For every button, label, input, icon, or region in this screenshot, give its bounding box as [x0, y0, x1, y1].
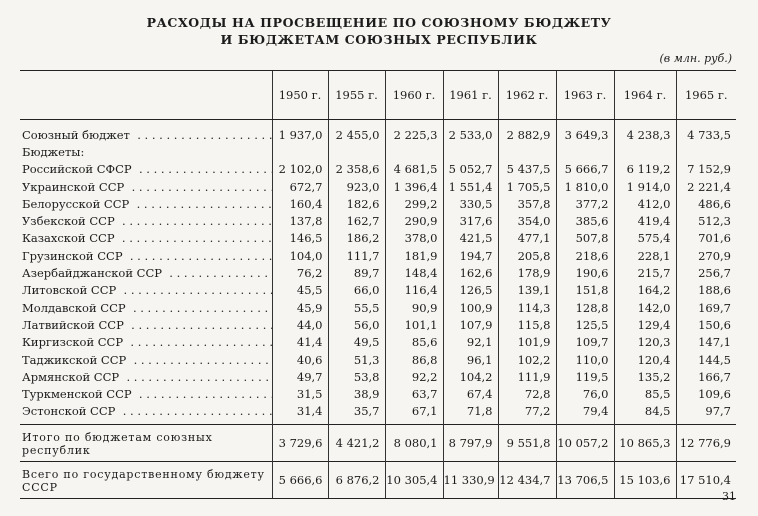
cell: 162,6 [443, 264, 498, 281]
cell: 357,8 [498, 195, 556, 212]
row-label: Литовской ССР . . . [20, 282, 272, 299]
cell: 290,9 [385, 212, 443, 229]
cell: 35,7 [328, 403, 385, 420]
cell: 1 551,4 [443, 178, 498, 195]
cell: 190,6 [556, 264, 614, 281]
cell: 188,6 [676, 282, 736, 299]
row-label: Киргизской ССР . . . [20, 334, 272, 351]
row-label: Российской СФСР . . . [20, 161, 272, 178]
cell: 2 882,9 [498, 126, 556, 143]
republic-row [20, 316, 736, 333]
cell: 672,7 [272, 178, 328, 195]
row-label: Узбекской ССР . . . [20, 212, 272, 229]
cell: 109,7 [556, 334, 614, 351]
cell: 67,4 [443, 385, 498, 402]
republic-row [20, 212, 736, 229]
cell: 317,6 [443, 212, 498, 229]
cell: 41,4 [272, 334, 328, 351]
cell: 507,8 [556, 230, 614, 247]
cell: 330,5 [443, 195, 498, 212]
cell: 111,9 [498, 368, 556, 385]
page-number: 31 [722, 490, 736, 503]
republic-row [20, 334, 736, 351]
cell: 2 533,0 [443, 126, 498, 143]
cell: 125,5 [556, 316, 614, 333]
cell: 111,7 [328, 247, 385, 264]
republic-row [20, 351, 736, 368]
cell: 3 649,3 [556, 126, 614, 143]
budgets-subheading: Бюджеты: [22, 144, 85, 159]
cell: 8 797,9 [443, 425, 498, 462]
row-label: Азербайджанской ССР . . . [20, 264, 272, 281]
cell: 2 455,0 [328, 126, 385, 143]
title-line-1: РАСХОДЫ НА ПРОСВЕЩЕНИЕ ПО СОЮЗНОМУ БЮДЖЕТУ [146, 15, 612, 30]
cell: 486,6 [676, 195, 736, 212]
cell: 166,7 [676, 368, 736, 385]
total-republics-row [20, 425, 736, 462]
cell: 701,6 [676, 230, 736, 247]
cell: 11 330,9 [443, 462, 498, 499]
cell: 7 152,9 [676, 161, 736, 178]
cell: 17 510,4 [676, 462, 736, 499]
cell: 31,4 [272, 403, 328, 420]
row-label: Союзный бюджет . . . [20, 126, 272, 143]
cell: 55,5 [328, 299, 385, 316]
cell: 151,8 [556, 282, 614, 299]
cell: 137,8 [272, 212, 328, 229]
cell: 79,4 [556, 403, 614, 420]
cell: 116,4 [385, 282, 443, 299]
cell: 377,2 [556, 195, 614, 212]
republic-row [20, 368, 736, 385]
cell: 31,5 [272, 385, 328, 402]
cell: 104,0 [272, 247, 328, 264]
cell: 72,8 [498, 385, 556, 402]
cell: 354,0 [498, 212, 556, 229]
row-label: Грузинской ССР . . . [20, 247, 272, 264]
cell: 12 776,9 [676, 425, 736, 462]
cell: 96,1 [443, 351, 498, 368]
cell: 5 666,7 [556, 161, 614, 178]
cell: 92,2 [385, 368, 443, 385]
cell: 4 421,2 [328, 425, 385, 462]
cell: 512,3 [676, 212, 736, 229]
title-line-2: И БЮДЖЕТАМ СОЮЗНЫХ РЕСПУБЛИК [220, 32, 538, 47]
column-header: 1964 г. [614, 71, 676, 120]
republic-row [20, 403, 736, 420]
cell: 150,6 [676, 316, 736, 333]
cell: 139,1 [498, 282, 556, 299]
cell: 135,2 [614, 368, 676, 385]
cell: 412,0 [614, 195, 676, 212]
cell: 3 729,6 [272, 425, 328, 462]
cell: 129,4 [614, 316, 676, 333]
cell: 256,7 [676, 264, 736, 281]
cell: 6 876,2 [328, 462, 385, 499]
cell: 107,9 [443, 316, 498, 333]
cell: 38,9 [328, 385, 385, 402]
republic-row [20, 385, 736, 402]
cell: 92,1 [443, 334, 498, 351]
cell: 218,6 [556, 247, 614, 264]
cell: 53,8 [328, 368, 385, 385]
cell: 5 666,6 [272, 462, 328, 499]
cell: 148,4 [385, 264, 443, 281]
republic-row [20, 299, 736, 316]
cell: 76,2 [272, 264, 328, 281]
cell: 164,2 [614, 282, 676, 299]
cell: 102,2 [498, 351, 556, 368]
cell: 270,9 [676, 247, 736, 264]
row-label: Итого по бюджетам союзных республик [20, 425, 272, 462]
cell: 89,7 [328, 264, 385, 281]
cell: 419,4 [614, 212, 676, 229]
union-budget-row [20, 126, 736, 143]
cell: 10 305,4 [385, 462, 443, 499]
cell: 49,5 [328, 334, 385, 351]
row-label: Туркменской ССР . . . [20, 385, 272, 402]
republic-row [20, 195, 736, 212]
cell: 4 733,5 [676, 126, 736, 143]
cell: 10 865,3 [614, 425, 676, 462]
cell: 142,0 [614, 299, 676, 316]
cell: 2 225,3 [385, 126, 443, 143]
cell: 101,9 [498, 334, 556, 351]
cell: 13 706,5 [556, 462, 614, 499]
row-label: Казахской ССР . . . [20, 230, 272, 247]
cell: 40,6 [272, 351, 328, 368]
cell: 114,3 [498, 299, 556, 316]
cell: 85,5 [614, 385, 676, 402]
cell: 228,1 [614, 247, 676, 264]
cell: 49,7 [272, 368, 328, 385]
cell: 51,3 [328, 351, 385, 368]
column-header: 1961 г. [443, 71, 498, 120]
column-header: 1963 г. [556, 71, 614, 120]
cell: 194,7 [443, 247, 498, 264]
cell: 56,0 [328, 316, 385, 333]
row-label: Белорусской ССР . . . [20, 195, 272, 212]
cell: 181,9 [385, 247, 443, 264]
cell: 1 396,4 [385, 178, 443, 195]
cell: 15 103,6 [614, 462, 676, 499]
cell: 12 434,7 [498, 462, 556, 499]
cell: 575,4 [614, 230, 676, 247]
row-label: Молдавской ССР . . . [20, 299, 272, 316]
cell: 5 437,5 [498, 161, 556, 178]
column-header: 1965 г. [676, 71, 736, 120]
cell: 71,8 [443, 403, 498, 420]
cell: 90,9 [385, 299, 443, 316]
header-label-cell [20, 71, 272, 120]
republic-row [20, 230, 736, 247]
budgets-subheading-row [20, 143, 736, 160]
cell: 4 238,3 [614, 126, 676, 143]
cell: 110,0 [556, 351, 614, 368]
cell: 923,0 [328, 178, 385, 195]
republic-row [20, 247, 736, 264]
cell: 1 914,0 [614, 178, 676, 195]
cell: 1 705,5 [498, 178, 556, 195]
cell: 169,7 [676, 299, 736, 316]
cell: 66,0 [328, 282, 385, 299]
cell: 97,7 [676, 403, 736, 420]
row-label: Таджикской ССР . . . [20, 351, 272, 368]
column-header: 1960 г. [385, 71, 443, 120]
cell: 299,2 [385, 195, 443, 212]
page-title [0, 14, 758, 48]
cell: 2 102,0 [272, 161, 328, 178]
cell: 120,3 [614, 334, 676, 351]
republic-row [20, 178, 736, 195]
row-label: Всего по государственному бюджету СССР [20, 462, 272, 499]
cell: 101,1 [385, 316, 443, 333]
column-header: 1962 г. [498, 71, 556, 120]
cell: 86,8 [385, 351, 443, 368]
row-label: Латвийской ССР . . . [20, 316, 272, 333]
cell: 109,6 [676, 385, 736, 402]
cell: 146,5 [272, 230, 328, 247]
cell: 385,6 [556, 212, 614, 229]
header-row [20, 71, 736, 120]
row-label: Армянской ССР . . . [20, 368, 272, 385]
republic-row [20, 161, 736, 178]
cell: 63,7 [385, 385, 443, 402]
cell: 85,6 [385, 334, 443, 351]
cell: 147,1 [676, 334, 736, 351]
cell: 8 080,1 [385, 425, 443, 462]
cell: 10 057,2 [556, 425, 614, 462]
cell: 44,0 [272, 316, 328, 333]
cell: 178,9 [498, 264, 556, 281]
cell: 421,5 [443, 230, 498, 247]
cell: 67,1 [385, 403, 443, 420]
cell: 45,5 [272, 282, 328, 299]
cell: 144,5 [676, 351, 736, 368]
cell: 76,0 [556, 385, 614, 402]
cell: 160,4 [272, 195, 328, 212]
unit-note: (в млн. руб.) [659, 52, 732, 65]
row-label: Украинской ССР . . . [20, 178, 272, 195]
cell: 2 358,6 [328, 161, 385, 178]
total-state-row [20, 462, 736, 499]
cell: 119,5 [556, 368, 614, 385]
cell: 45,9 [272, 299, 328, 316]
column-header: 1955 г. [328, 71, 385, 120]
cell: 5 052,7 [443, 161, 498, 178]
column-header: 1950 г. [272, 71, 328, 120]
cell: 77,2 [498, 403, 556, 420]
cell: 6 119,2 [614, 161, 676, 178]
cell: 126,5 [443, 282, 498, 299]
cell: 215,7 [614, 264, 676, 281]
cell: 477,1 [498, 230, 556, 247]
cell: 84,5 [614, 403, 676, 420]
cell: 182,6 [328, 195, 385, 212]
cell: 120,4 [614, 351, 676, 368]
cell: 128,8 [556, 299, 614, 316]
cell: 4 681,5 [385, 161, 443, 178]
row-label: Эстонской ССР . . . [20, 403, 272, 420]
cell: 1 810,0 [556, 178, 614, 195]
cell: 115,8 [498, 316, 556, 333]
cell: 1 937,0 [272, 126, 328, 143]
cell: 104,2 [443, 368, 498, 385]
cell: 100,9 [443, 299, 498, 316]
cell: 9 551,8 [498, 425, 556, 462]
cell: 162,7 [328, 212, 385, 229]
cell: 378,0 [385, 230, 443, 247]
cell: 2 221,4 [676, 178, 736, 195]
republic-row [20, 264, 736, 281]
cell: 186,2 [328, 230, 385, 247]
expenditure-table [20, 70, 736, 499]
republic-row [20, 282, 736, 299]
cell: 205,8 [498, 247, 556, 264]
